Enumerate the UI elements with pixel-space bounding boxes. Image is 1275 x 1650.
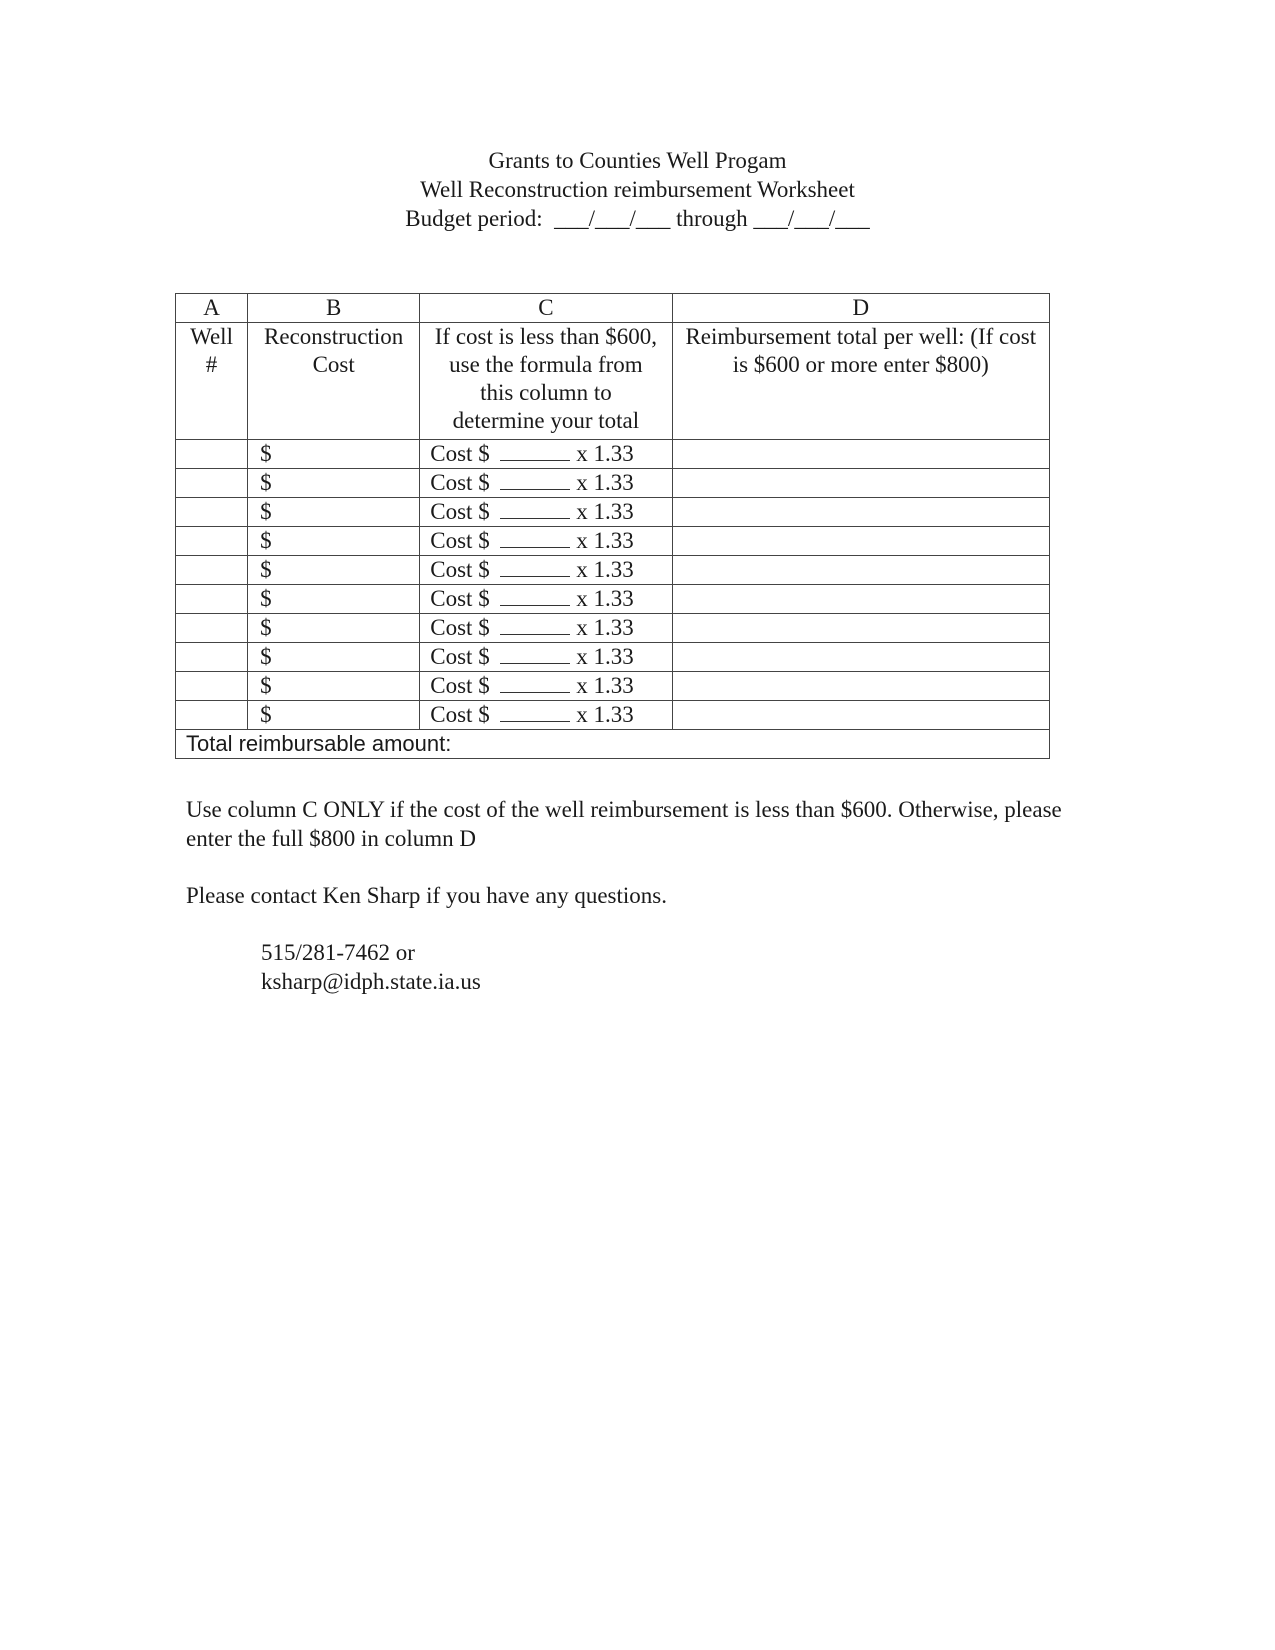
column-c-instruction: Use column C ONLY if the cost of the well reimbursement is less than $600. Otherwise, please enter the full $800 in column D xyxy=(186,797,1062,851)
cost-blank[interactable] xyxy=(500,701,570,722)
reconstruction-cost-cell[interactable]: $ xyxy=(248,614,420,643)
column-heading-row xyxy=(176,323,1050,440)
multiplier-label: x 1.33 xyxy=(576,673,634,698)
formula-cell[interactable] xyxy=(420,643,672,672)
total-row xyxy=(176,730,1050,759)
contact-info xyxy=(261,938,1106,996)
multiplier-label: x 1.33 xyxy=(576,702,634,727)
cost-label: Cost $ xyxy=(430,586,490,611)
contact-email[interactable]: ksharp@idph.state.ia.us xyxy=(261,969,481,994)
cost-label: Cost $ xyxy=(430,644,490,669)
worksheet-header xyxy=(0,146,1275,233)
table-row xyxy=(176,672,1050,701)
reimbursement-total-cell[interactable] xyxy=(672,614,1049,643)
cost-blank[interactable] xyxy=(500,440,570,461)
cost-blank[interactable] xyxy=(500,585,570,606)
formula-cell[interactable] xyxy=(420,556,672,585)
cost-blank[interactable] xyxy=(500,498,570,519)
heading-reconstruction-cost: Reconstruction Cost xyxy=(248,323,420,440)
cost-blank[interactable] xyxy=(500,672,570,693)
heading-formula: If cost is less than $600, use the formula from this column to determine your total xyxy=(420,323,672,440)
total-reimbursable-label: Total reimbursable amount: xyxy=(176,730,1050,759)
reimbursement-total-cell[interactable] xyxy=(672,556,1049,585)
contact-instruction: Please contact Ken Sharp if you have any questions. xyxy=(186,883,667,908)
well-number-cell[interactable] xyxy=(176,527,248,556)
formula-cell[interactable] xyxy=(420,469,672,498)
heading-reimbursement-total: Reimbursement total per well: (If cost is $600 or more enter $800) xyxy=(672,323,1049,440)
multiplier-label: x 1.33 xyxy=(576,470,634,495)
column-letter-d: D xyxy=(672,294,1049,323)
well-number-cell[interactable] xyxy=(176,556,248,585)
reimbursement-total-cell[interactable] xyxy=(672,643,1049,672)
table-row xyxy=(176,440,1050,469)
well-number-cell[interactable] xyxy=(176,498,248,527)
cost-label: Cost $ xyxy=(430,673,490,698)
formula-cell[interactable] xyxy=(420,498,672,527)
table-row xyxy=(176,469,1050,498)
multiplier-label: x 1.33 xyxy=(576,586,634,611)
formula-cell[interactable] xyxy=(420,672,672,701)
well-number-cell[interactable] xyxy=(176,672,248,701)
well-number-cell[interactable] xyxy=(176,469,248,498)
multiplier-label: x 1.33 xyxy=(576,557,634,582)
reimbursement-total-cell[interactable] xyxy=(672,469,1049,498)
reimbursement-total-cell[interactable] xyxy=(672,498,1049,527)
reimbursement-total-cell[interactable] xyxy=(672,440,1049,469)
formula-cell[interactable] xyxy=(420,585,672,614)
reimbursement-total-cell[interactable] xyxy=(672,701,1049,730)
multiplier-label: x 1.33 xyxy=(576,615,634,640)
cost-blank[interactable] xyxy=(500,527,570,548)
table-row xyxy=(176,585,1050,614)
well-number-cell[interactable] xyxy=(176,614,248,643)
well-number-cell[interactable] xyxy=(176,643,248,672)
reconstruction-cost-cell[interactable]: $ xyxy=(248,672,420,701)
table-row xyxy=(176,556,1050,585)
reconstruction-cost-cell[interactable]: $ xyxy=(248,440,420,469)
formula-cell[interactable] xyxy=(420,440,672,469)
reimbursement-table xyxy=(175,293,1050,759)
cost-label: Cost $ xyxy=(430,470,490,495)
table-row xyxy=(176,614,1050,643)
table-row xyxy=(176,527,1050,556)
multiplier-label: x 1.33 xyxy=(576,528,634,553)
formula-cell[interactable] xyxy=(420,527,672,556)
well-number-cell[interactable] xyxy=(176,701,248,730)
table-row xyxy=(176,498,1050,527)
multiplier-label: x 1.33 xyxy=(576,644,634,669)
column-letter-b: B xyxy=(248,294,420,323)
contact-phone: 515/281-7462 or xyxy=(261,940,415,965)
reimbursement-total-cell[interactable] xyxy=(672,585,1049,614)
reconstruction-cost-cell[interactable]: $ xyxy=(248,469,420,498)
table-row xyxy=(176,701,1050,730)
reconstruction-cost-cell[interactable]: $ xyxy=(248,585,420,614)
column-letter-c: C xyxy=(420,294,672,323)
multiplier-label: x 1.33 xyxy=(576,441,634,466)
cost-blank[interactable] xyxy=(500,469,570,490)
cost-label: Cost $ xyxy=(430,557,490,582)
formula-cell[interactable] xyxy=(420,614,672,643)
well-number-cell[interactable] xyxy=(176,440,248,469)
reimbursement-total-cell[interactable] xyxy=(672,527,1049,556)
column-letter-row xyxy=(176,294,1050,323)
reconstruction-cost-cell[interactable]: $ xyxy=(248,701,420,730)
cost-blank[interactable] xyxy=(500,614,570,635)
multiplier-label: x 1.33 xyxy=(576,499,634,524)
program-title: Grants to Counties Well Progam xyxy=(488,148,787,173)
cost-label: Cost $ xyxy=(430,615,490,640)
cost-label: Cost $ xyxy=(430,441,490,466)
instructions xyxy=(186,795,1106,996)
table-row xyxy=(176,643,1050,672)
column-letter-a: A xyxy=(176,294,248,323)
worksheet-title: Well Reconstruction reimbursement Worksheet xyxy=(420,177,855,202)
cost-label: Cost $ xyxy=(430,528,490,553)
reconstruction-cost-cell[interactable]: $ xyxy=(248,527,420,556)
reconstruction-cost-cell[interactable]: $ xyxy=(248,643,420,672)
budget-period: Budget period: ___/___/___ through ___/___/___ xyxy=(405,206,870,231)
cost-blank[interactable] xyxy=(500,643,570,664)
well-number-cell[interactable] xyxy=(176,585,248,614)
heading-well-number: Well # xyxy=(176,323,248,440)
reconstruction-cost-cell[interactable]: $ xyxy=(248,556,420,585)
cost-blank[interactable] xyxy=(500,556,570,577)
cost-label: Cost $ xyxy=(430,702,490,727)
formula-cell[interactable] xyxy=(420,701,672,730)
reimbursement-total-cell[interactable] xyxy=(672,672,1049,701)
cost-label: Cost $ xyxy=(430,499,490,524)
reconstruction-cost-cell[interactable]: $ xyxy=(248,498,420,527)
